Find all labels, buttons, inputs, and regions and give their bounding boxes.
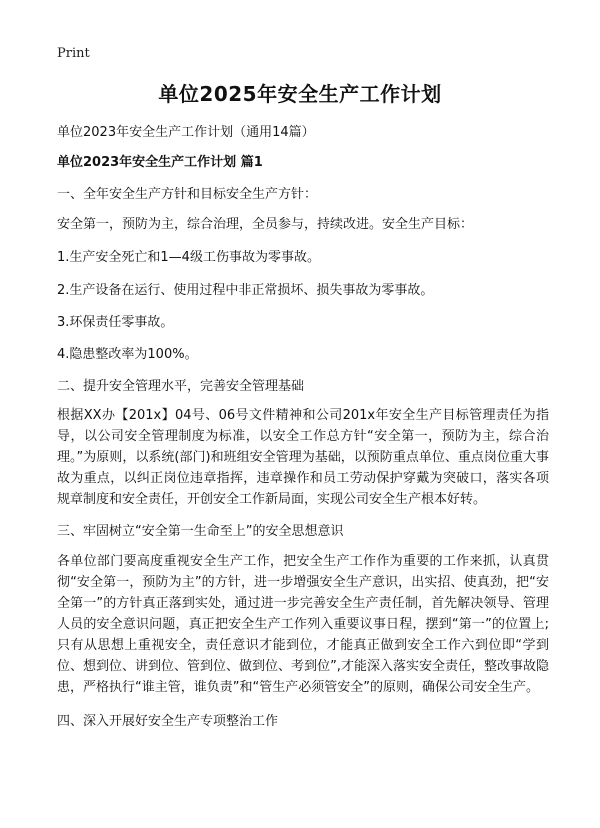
paragraph-2: 根据XX办【201x】04号、06号文件精神和公司201x年安全生产目标管理责任为指导，以公司安全管理制度为标准，以安全工作总方针“安全第一，预防为主，综合治理。”为原则，以系统(部门)和班组安全管理为基础，以预防重点单位、重点岗位重大事故为重点，以纠正岗位违章指挥，违章操作和员工劳动保护穿戴为突破口，落实各项规章制度和安全责任，开创安全工作新局面，实现公司安全生产根本好转。: [57, 408, 549, 507]
goal-item: 2.生产设备在运行、使用过程中非正常损坏、损失事故为零事故。: [57, 283, 434, 298]
policy-line: 安全第一，预防为主，综合治理，全员参与，持续改进。安全生产目标：: [57, 217, 474, 232]
goal-item: 3.环保责任零事故。: [57, 315, 174, 330]
print-link[interactable]: Print: [57, 46, 90, 61]
heading-3: 三、牢固树立“安全第一生命至上”的安全思想意识: [57, 524, 344, 539]
heading-4: 四、深入开展好安全生产专项整治工作: [57, 714, 279, 729]
paragraph-3: 各单位部门要高度重视安全生产工作，把安全生产工作作为重要的工作来抓，认真贯彻“安全第一，预防为主”的方针，进一步增强安全生产意识，出实招、使真劲，把“安全第一”的方针真正落到实处，通过进一步完善安全生产责任制，首先解决领导、管理人员的安全意识问题，真正把安全生产工作列入重要议事日程，摆到“第一”的位置上;只有从思想上重视安全，责任意识才能到位，才能真正做到安全工作六到位即“学到位、想到位、讲到位、管到位、做到位、考到位”,才能深入落实安全责任，整改事故隐患，严格执行“谁主管，谁负责”和“管生产必须管安全”的原则，确保公司安全生产。: [57, 554, 549, 695]
goal-item: 4.隐患整改率为100%。: [57, 347, 198, 362]
section-title: 单位2023年安全生产工作计划 篇1: [57, 155, 263, 170]
page-title: 单位2025年安全生产工作计划: [158, 82, 442, 106]
heading-1: 一、全年安全生产方针和目标安全生产方针：: [57, 187, 318, 202]
goal-item: 1.生产安全死亡和1—4级工伤事故为零事故。: [57, 250, 320, 265]
document-subtitle: 单位2023年安全生产工作计划（通用14篇）: [57, 125, 315, 140]
heading-2: 二、提升安全管理水平，完善安全管理基础: [57, 379, 305, 394]
